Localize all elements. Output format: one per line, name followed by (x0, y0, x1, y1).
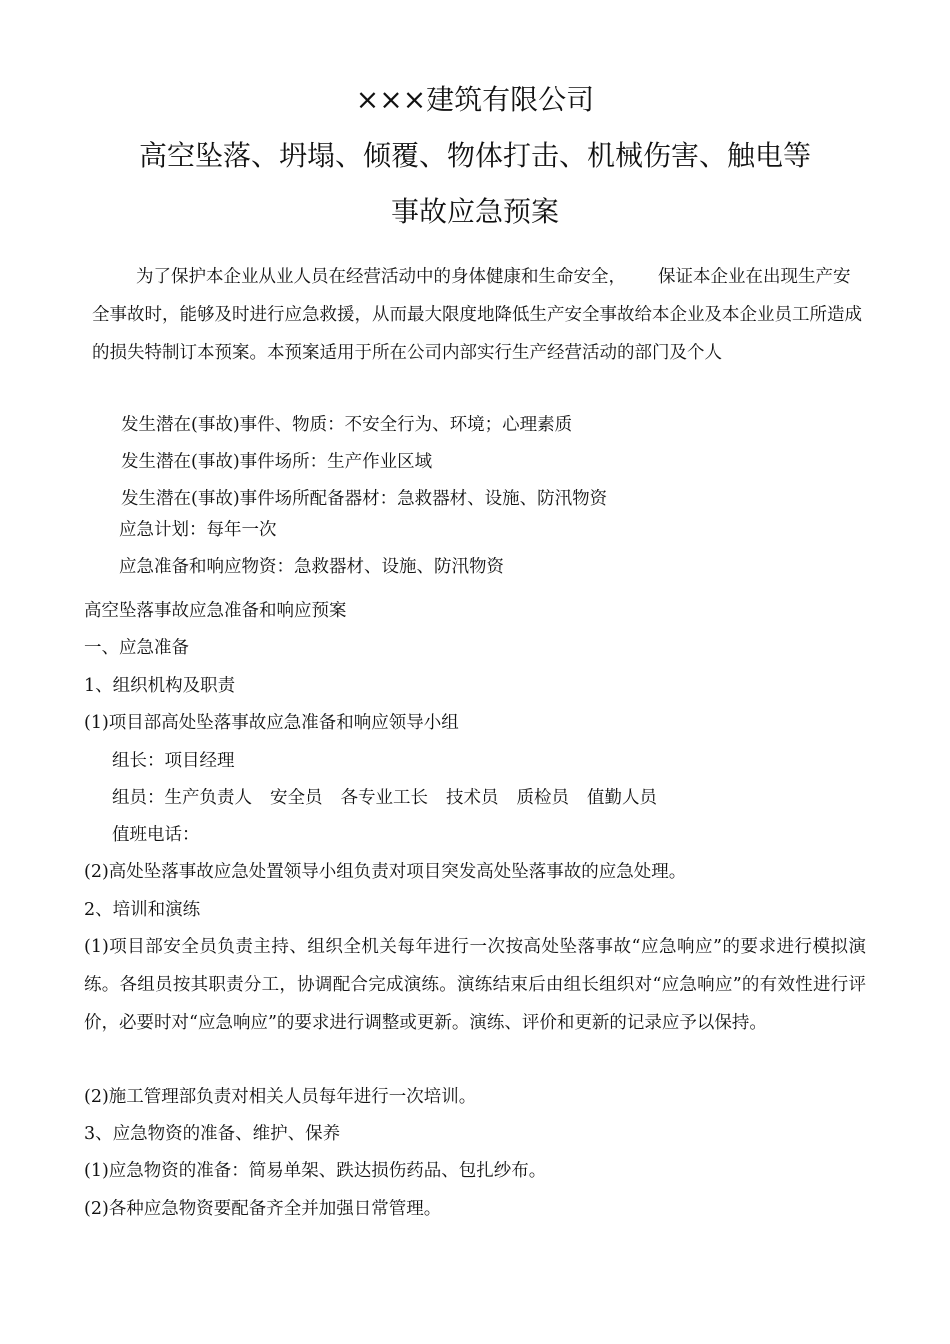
group-members-line (112, 785, 657, 811)
member-foremen: 各专业工长 (340, 788, 428, 808)
section-1-1-heading: 1、组织机构及职责 (84, 676, 236, 696)
group-leader-line: 组长：项目经理 (112, 751, 235, 771)
section-1-2-item-2: (2)施工管理部负责对相关人员每年进行一次培训。 (84, 1087, 477, 1107)
member-quality-inspector: 质检员 (516, 788, 569, 808)
section-1-heading: 一、应急准备 (84, 638, 189, 658)
member-technician: 技术员 (446, 788, 499, 808)
document-title-line-3: 事故应急预案 (390, 195, 559, 228)
company-title: ×××建筑有限公司 (355, 83, 595, 116)
intro-part-2: 保证本企业在出现生产安全事故时，能够及时进行应急救援，从而最大限度地降低生产安全事故给本企业及本企业员工所造成的损失特制订本预案。本预案适用于所在公司内部实行生产经营活动的部门及个人 (92, 267, 862, 363)
emergency-materials-line: 应急准备和响应物资：急救器材、设施、防汛物资 (119, 557, 504, 577)
section-1-1-item-1: (1)项目部高处坠落事故应急准备和响应领导小组 (84, 713, 459, 733)
section-1-3-heading: 3、应急物资的准备、维护、保养 (84, 1124, 341, 1144)
section-1-2-item-1: (1)项目部安全员负责主持、组织全机关每年进行一次按高处坠落事故“应急响应”的要求进行模拟演练。各组员按其职责分工，协调配合完成演练。演练结束后由组长组织对“应急响应”的有效性进行评价，必要时对“应急响应”的要求进行调整或更新。演练、评价和更新的记录应予以保持。 (84, 937, 866, 1033)
section-1-2-heading: 2、培训和演练 (84, 900, 201, 920)
section-1-3-item-2: (2)各种应急物资要配备齐全并加强日常管理。 (84, 1199, 442, 1219)
emergency-plan-line: 应急计划：每年一次 (119, 520, 277, 540)
section-1-3-item-1: (1)应急物资的准备：简易单架、跌达损伤药品、包扎纱布。 (84, 1161, 547, 1181)
plan-subtitle: 高空坠落事故应急准备和响应预案 (84, 601, 347, 621)
hazard-equipment-line: 发生潜在(事故)事件场所配备器材：急救器材、设施、防汛物资 (121, 489, 608, 509)
member-duty-staff: 值勤人员 (587, 788, 657, 808)
intro-part-1: 为了保护本企业从业人员在经营活动中的身体健康和生命安全， (136, 267, 626, 287)
intro-paragraph (92, 258, 862, 372)
hazard-place-line: 发生潜在(事故)事件场所：生产作业区域 (121, 452, 433, 472)
duty-phone-line: 值班电话： (112, 825, 200, 845)
member-safety-officer: 安全员 (270, 788, 323, 808)
members-label: 组员：生产负责人 (112, 788, 252, 808)
document-title-line-2: 高空坠落、坍塌、倾覆、物体打击、机械伤害、触电等 (138, 139, 811, 172)
section-1-1-item-2: (2)高处坠落事故应急处置领导小组负责对项目突发高处坠落事故的应急处理。 (84, 862, 687, 882)
hazard-substance-line: 发生潜在(事故)事件、物质：不安全行为、环境；心理素质 (121, 415, 573, 435)
